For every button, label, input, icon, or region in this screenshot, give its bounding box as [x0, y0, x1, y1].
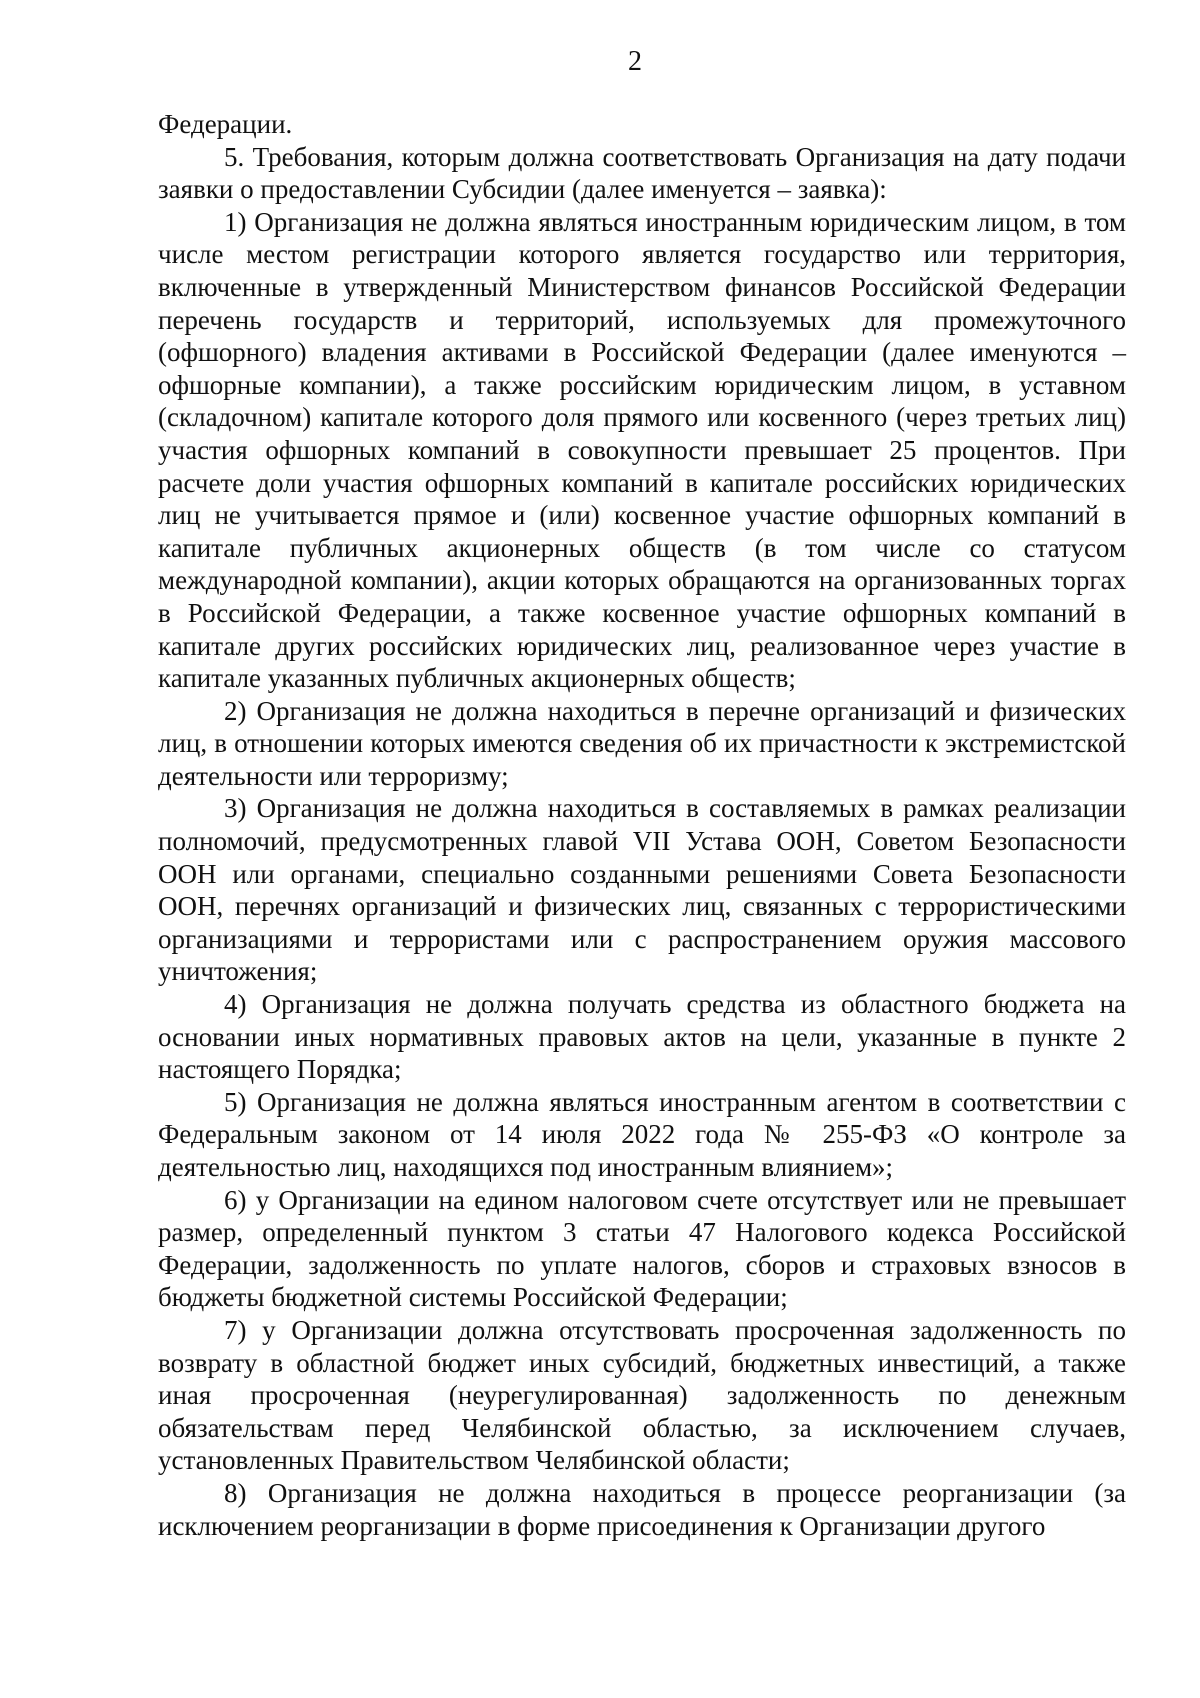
paragraph-item-3: 3) Организация не должна находиться в составляемых в рамках реализации полномочий, предусмотренных главой VII Устава ООН, Советом Безопасности ООН или органами, специально созданными решениями Совета Безопасности ООН, перечнях организаций и физических лиц, связанных с террористическими организациями и террористами или с распространением оружия массового уничтожения;: [158, 793, 1126, 987]
paragraph-item-5: 5) Организация не должна являться иностранным агентом в соответствии с Федеральным законом от 14 июля 2022 года № 255-ФЗ «О контроле за деятельностью лиц, находящихся под иностранным влиянием»;: [158, 1086, 1126, 1182]
paragraph-item-1: 1) Организация не должна являться иностранным юридическим лицом, в том числе местом регистрации которого является государство или территория, включенные в утвержденный Министерством финансов Российской Федерации перечень государств и территорий, используемых для промежуточного (офшорного) владения активами в Российской Федерации (далее именуются – офшорные компании), а также российским юридическим лицом, в уставном (складочном) капитале которого доля прямого или косвенного (через третьих лиц) участия офшорных компаний в совокупности превышает 25 процентов. При расчете доли участия офшорных компаний в капитале российских юридических лиц не учитывается прямое и (или) косвенное участие офшорных компаний в капитале публичных акционерных обществ (в том числе со статусом международной компании), акции которых обращаются на организованных торгах в Российской Федерации, а также косвенное участие офшорных компаний в капитале других российских юридических лиц, реализованное через участие в капитале указанных публичных акционерных обществ;: [158, 206, 1126, 694]
paragraph-item-4: 4) Организация не должна получать средства из областного бюджета на основании иных нормативных правовых актов на цели, указанные в пункте 2 настоящего Порядка;: [158, 989, 1126, 1085]
paragraph-continuation: Федерации.: [158, 109, 293, 139]
paragraph-item-6: 6) у Организации на едином налоговом счете отсутствует или не превышает размер, определенный пунктом 3 статьи 47 Налогового кодекса Российской Федерации, задолженность по уплате налогов, сборов и страховых взносов в бюджеты бюджетной системы Российской Федерации;: [158, 1184, 1126, 1313]
paragraph-section-5: 5. Требования, которым должна соответствовать Организация на дату подачи заявки о предоставлении Субсидии (далее именуется – заявка):: [158, 141, 1126, 205]
paragraph-item-2: 2) Организация не должна находиться в перечне организаций и физических лиц, в отношении которых имеются сведения об их причастности к экстремистской деятельности или терроризму;: [158, 695, 1126, 791]
paragraph-item-7: 7) у Организации должна отсутствовать просроченная задолженность по возврату в областной бюджет иных субсидий, бюджетных инвестиций, а также иная просроченная (неурегулированная) задолженность по денежным обязательствам перед Челябинской областью, за исключением случаев, установленных Правительством Челябинской области;: [158, 1314, 1126, 1476]
document-body: [158, 108, 1126, 1542]
page-number: 2: [628, 46, 642, 77]
paragraph-item-8: 8) Организация не должна находиться в процессе реорганизации (за исключением реорганизации в форме присоединения к Организации другого: [158, 1477, 1126, 1541]
